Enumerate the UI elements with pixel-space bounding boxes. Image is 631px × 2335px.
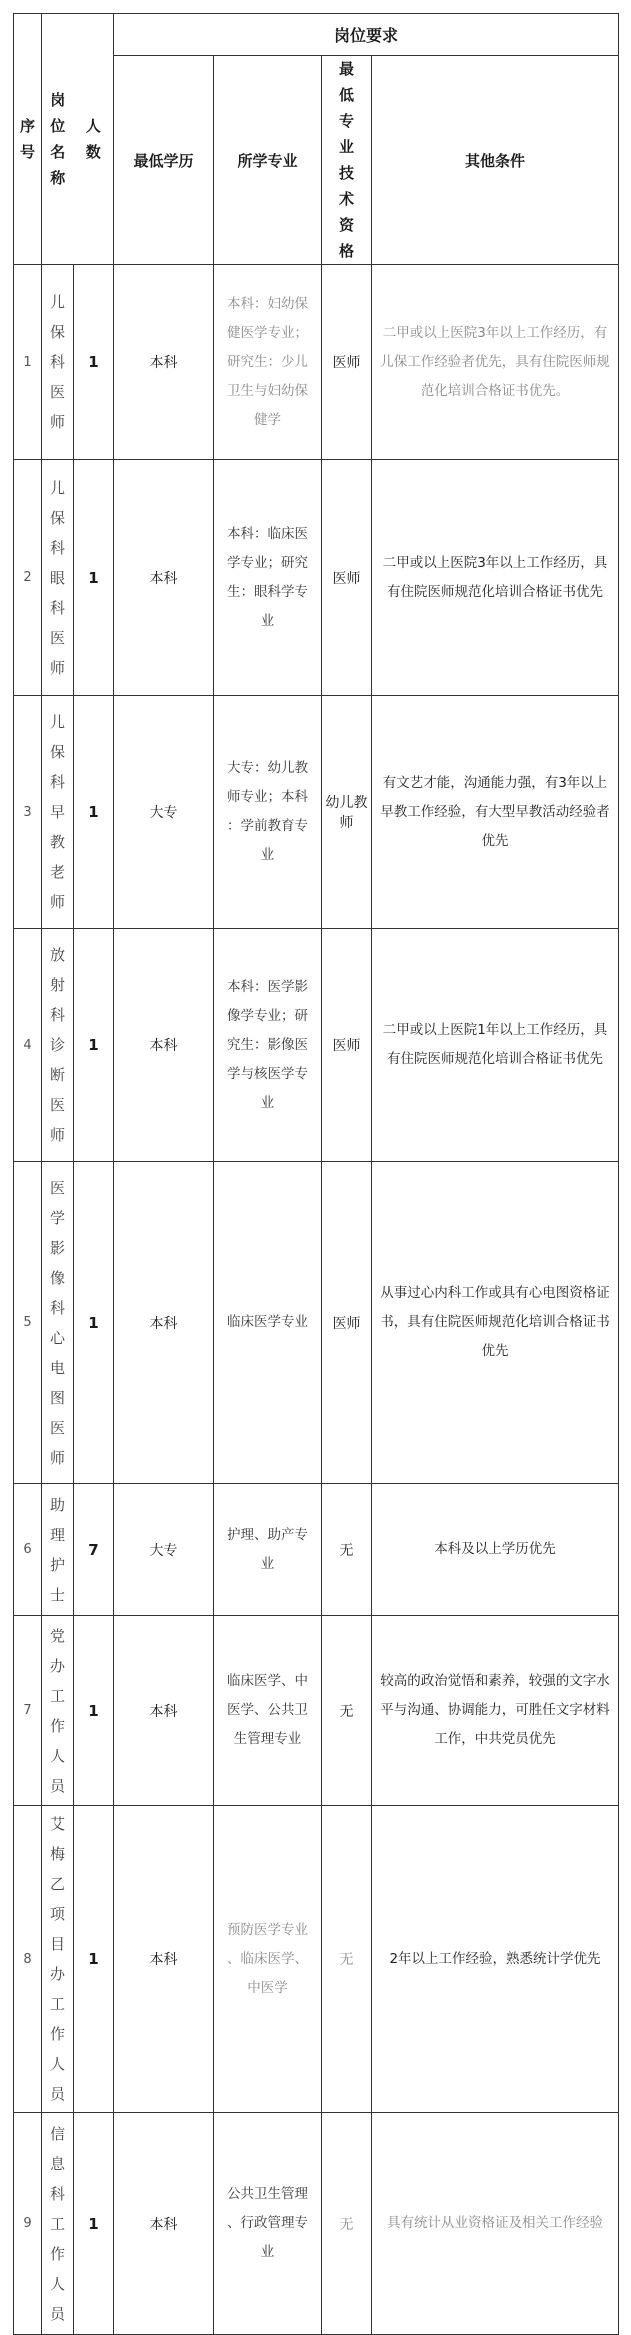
row-seq: 7 [14,1616,42,1806]
recruitment-table [13,13,619,2335]
row-position-name: 艾 梅 乙 项 目 办 工 作 人 员 [42,1806,74,2113]
row-other-conditions: 从事过心内科工作或具有心电图资格证 书，具有住院医师规范化培训合格证书 优先 [372,1162,619,1484]
row-other-conditions: 较高的政治觉悟和素养，较强的文字水 平与沟通、协调能力，可胜任文字材料 工作，中共党员优先 [372,1616,619,1806]
header-seq: 序 号 [14,14,42,265]
header-qualification: 最 低 专 业 技 术 资 格 [322,56,372,265]
table-row [14,2113,619,2335]
row-other-conditions: 具有统计从业资格证及相关工作经验 [372,2113,619,2335]
row-education: 本科 [114,265,214,460]
row-qualification: 无 [322,1484,372,1616]
table-row [14,1806,619,2113]
row-education: 本科 [114,929,214,1162]
row-position-name: 信 息 科 工 作 人 员 [42,2113,74,2335]
row-count: 1 [74,929,114,1162]
header-name: 岗 位 名 称 [50,91,66,187]
row-seq: 6 [14,1484,42,1616]
header-requirements: 岗位要求 [114,14,619,56]
header-other: 其他条件 [372,56,619,265]
row-qualification: 无 [322,1616,372,1806]
row-position-name: 党 办 工 作 人 员 [42,1616,74,1806]
row-major: 护理、助产专 业 [214,1484,322,1616]
row-position-name: 医 学 影 像 科 心 电 图 医 师 [42,1162,74,1484]
row-position-name: 儿 保 科 早 教 老 师 [42,696,74,929]
row-major: 临床医学、中 医学、公共卫 生管理专业 [214,1616,322,1806]
header-major: 所学专业 [214,56,322,265]
row-major: 本科：临床医 学专业；研究 生：眼科学专 业 [214,460,322,696]
row-position-name: 儿 保 科 医 师 [42,265,74,460]
row-education: 本科 [114,1616,214,1806]
row-position-name: 儿 保 科 眼 科 医 师 [42,460,74,696]
row-major: 本科：医学影 像学专业；研 究生：影像医 学与核医学专 业 [214,929,322,1162]
row-major: 临床医学专业 [214,1162,322,1484]
row-education: 大专 [114,1484,214,1616]
row-major: 本科：妇幼保 健医学专业； 研究生：少儿 卫生与妇幼保 健学 [214,265,322,460]
row-other-conditions: 本科及以上学历优先 [372,1484,619,1616]
row-education: 本科 [114,2113,214,2335]
row-count: 1 [74,696,114,929]
row-seq: 8 [14,1806,42,2113]
row-qualification: 幼儿教师 [322,696,372,929]
row-count: 1 [74,1162,114,1484]
row-other-conditions: 2年以上工作经验，熟悉统计学优先 [372,1806,619,2113]
row-position-name: 放 射 科 诊 断 医 师 [42,929,74,1162]
row-seq: 5 [14,1162,42,1484]
row-other-conditions: 二甲或以上医院3年以上工作经历，具 有住院医师规范化培训合格证书优先 [372,460,619,696]
table-row [14,460,619,696]
table-row [14,696,619,929]
row-count: 1 [74,265,114,460]
row-major: 公共卫生管理 、行政管理专 业 [214,2113,322,2335]
row-seq: 1 [14,265,42,460]
header-count: 人 数 [85,117,101,161]
table-row [14,265,619,460]
row-qualification: 医师 [322,1162,372,1484]
row-position-name: 助 理 护 士 [42,1484,74,1616]
row-major: 预防医学专业 、临床医学、 中医学 [214,1806,322,2113]
row-other-conditions: 有文艺才能，沟通能力强，有3年以上 早教工作经验，有大型早教活动经验者 优先 [372,696,619,929]
row-count: 7 [74,1484,114,1616]
row-count: 1 [74,1806,114,2113]
table-body [14,265,619,2335]
row-qualification: 无 [322,1806,372,2113]
row-other-conditions: 二甲或以上医院3年以上工作经历，有 儿保工作经验者优先，具有住院医师规 范化培训合格证书优先。 [372,265,619,460]
row-qualification: 医师 [322,265,372,460]
header-education: 最低学历 [114,56,214,265]
row-other-conditions: 二甲或以上医院1年以上工作经历，具 有住院医师规范化培训合格证书优先 [372,929,619,1162]
row-seq: 4 [14,929,42,1162]
row-seq: 3 [14,696,42,929]
row-education: 本科 [114,1162,214,1484]
row-qualification: 无 [322,2113,372,2335]
table-row [14,1162,619,1484]
table-row [14,929,619,1162]
row-qualification: 医师 [322,460,372,696]
row-count: 1 [74,2113,114,2335]
row-count: 1 [74,460,114,696]
row-seq: 2 [14,460,42,696]
row-count: 1 [74,1616,114,1806]
row-major: 大专：幼儿教 师专业；本科 ：学前教育专 业 [214,696,322,929]
row-education: 本科 [114,460,214,696]
table-row [14,1616,619,1806]
header-name-count [42,14,114,265]
row-qualification: 医师 [322,929,372,1162]
table-row [14,1484,619,1616]
row-seq: 9 [14,2113,42,2335]
row-education: 本科 [114,1806,214,2113]
row-education: 大专 [114,696,214,929]
